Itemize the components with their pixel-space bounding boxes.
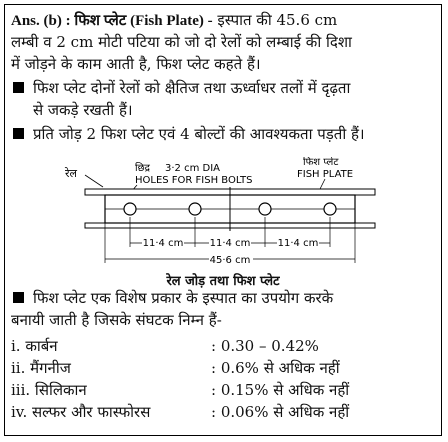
plate-label-en: FISH PLATE bbox=[297, 169, 354, 180]
bullet-2-line-1: प्रति जोड़ 2 फिश प्लेट एवं 4 बोल्टों की आवश्यकता पड़ती हैं। bbox=[33, 125, 365, 143]
bolt-hole bbox=[259, 203, 271, 215]
plate-label-hi: फिश प्लेट bbox=[303, 157, 339, 168]
bullet-square-icon bbox=[13, 292, 24, 303]
component-value: : 0.30 – 0.42% bbox=[211, 337, 319, 355]
component-name: i. कार्बन bbox=[11, 337, 58, 355]
rail-label: रेल bbox=[65, 167, 77, 180]
hole-label-hi: छिद्र bbox=[135, 163, 150, 174]
bullet-1-line-1: फिश प्लेट दोनों रेलों को क्षैतिज तथा ऊर्ध्वाधर तलों में दृढ़ता bbox=[33, 79, 351, 97]
para2-line-1: फिश प्लेट एक विशेष प्रकार के इस्पात का उपयोग करके bbox=[33, 289, 334, 307]
answer-label: Ans. (b) : फिश प्लेट (Fish Plate) - bbox=[11, 13, 213, 29]
list-item bbox=[11, 357, 431, 379]
component-value: : 0.06% से अधिक नहीं bbox=[211, 403, 350, 421]
bullet-square-icon bbox=[13, 82, 24, 93]
dim-label-b: 11·4 cm bbox=[209, 238, 251, 249]
list-item bbox=[11, 379, 431, 401]
dim-label-c: 11·4 cm bbox=[277, 238, 319, 249]
hole-label-dim: 3·2 cm DIA bbox=[165, 163, 220, 174]
list-item bbox=[11, 401, 431, 423]
component-value: : 0.15% से अधिक नहीं bbox=[211, 381, 350, 399]
rail-leader-line bbox=[85, 175, 103, 187]
paragraph-2 bbox=[11, 287, 435, 309]
bolt-hole bbox=[124, 203, 136, 215]
answer-line-3: में जोड़ने के काम आती है, फिश प्लेट कहते हैं। bbox=[11, 55, 261, 73]
bullet-square-icon bbox=[13, 128, 24, 139]
hole-label-en: HOLES FOR FISH BOLTS bbox=[135, 175, 253, 186]
list-item bbox=[11, 335, 431, 357]
answer-line-2: लम्बी व 2 cm मोटी पटिया को जो दो रेलों को लम्बाई की दिशा bbox=[11, 33, 352, 51]
bullet-item bbox=[11, 77, 435, 121]
dim-label-a: 11·4 cm bbox=[142, 238, 184, 249]
rail-joint-diagram bbox=[25, 157, 425, 287]
para2-line-2: बनायी जाती है जिसके संघटक निम्न हैं- bbox=[11, 311, 222, 329]
component-name: ii. मैंगनीज bbox=[11, 359, 71, 377]
answer-line1-rest: इस्पात की 45.6 cm bbox=[217, 11, 338, 29]
answer-line-1 bbox=[11, 9, 435, 32]
bullet-1-line-2: से जकड़े रखती हैं। bbox=[33, 101, 133, 119]
component-name: iv. सल्फर और फास्फोरस bbox=[11, 403, 151, 421]
bullet-item bbox=[11, 123, 435, 145]
diagram-caption: रेल जोड़ तथा फिश प्लेट bbox=[166, 274, 280, 289]
bolt-hole bbox=[324, 203, 336, 215]
bolt-hole bbox=[189, 203, 201, 215]
dim-label-total: 45·6 cm bbox=[209, 255, 251, 266]
component-value: : 0.6% से अधिक नहीं bbox=[211, 359, 340, 377]
composition-list bbox=[11, 335, 431, 423]
answer-box bbox=[4, 4, 442, 436]
component-name: iii. सिलिकान bbox=[11, 381, 87, 399]
